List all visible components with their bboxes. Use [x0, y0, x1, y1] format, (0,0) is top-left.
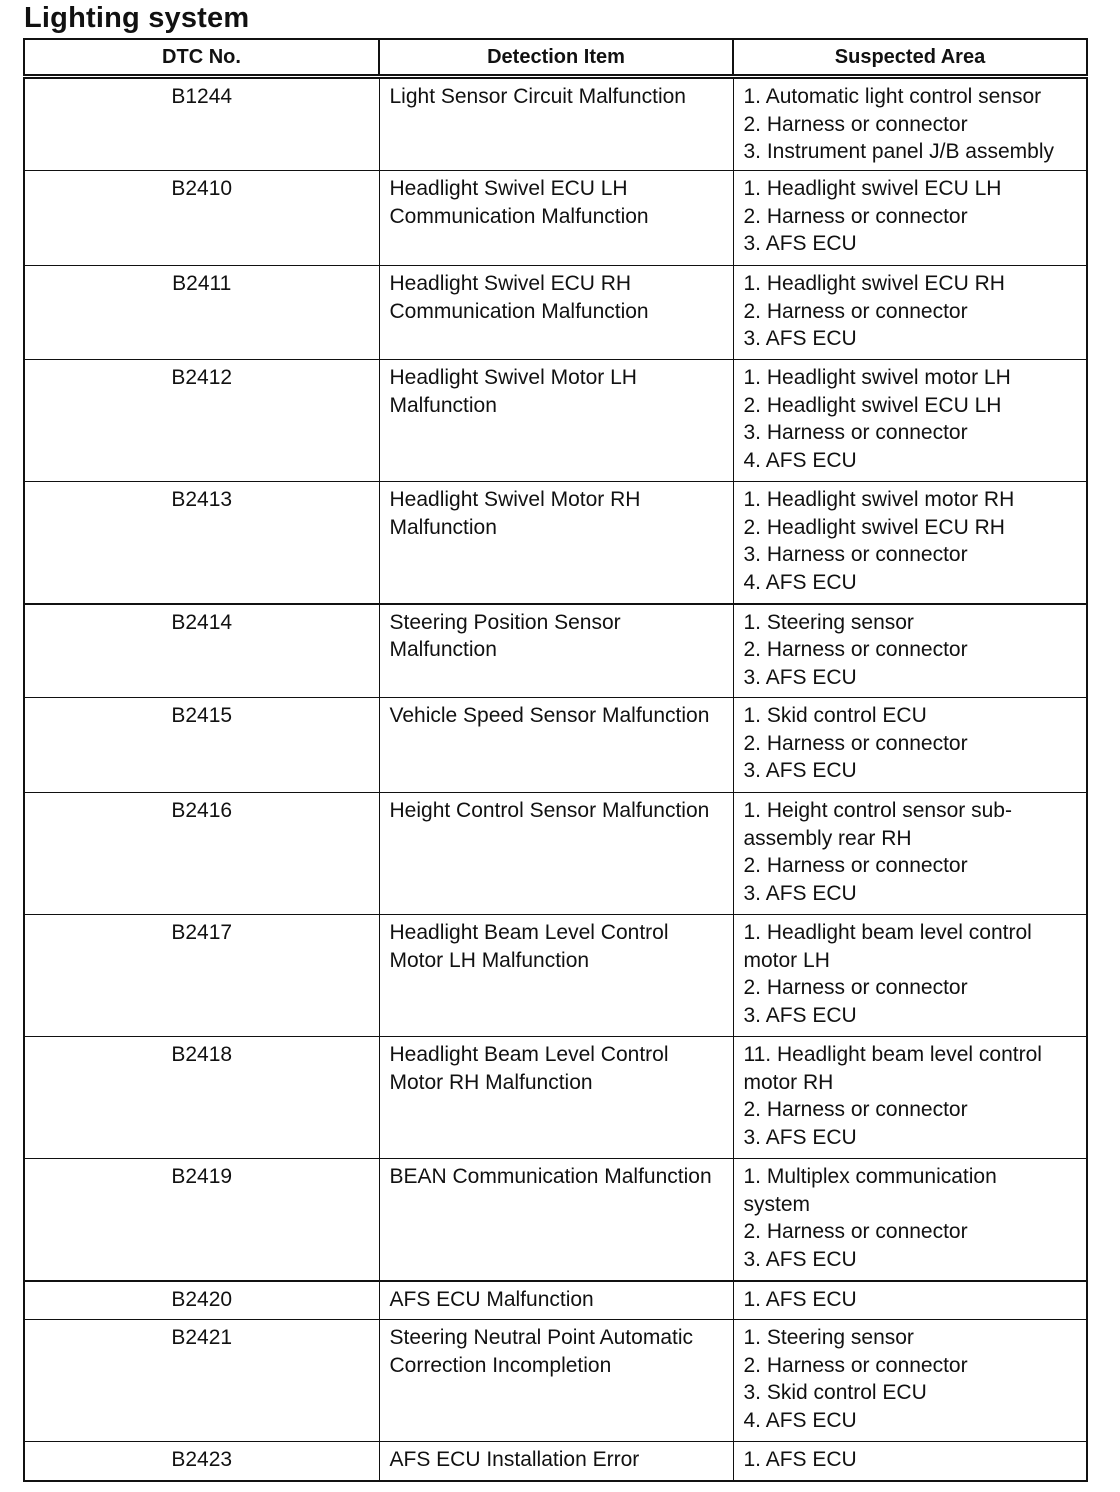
- detection-item-cell: Headlight Beam Level Control Motor LH Malfunction: [379, 915, 733, 1037]
- detection-item-cell: Headlight Swivel Motor RH Malfunction: [379, 482, 733, 604]
- detection-item-cell: Headlight Beam Level Control Motor RH Malfunction: [379, 1037, 733, 1159]
- table-row: [24, 360, 1087, 482]
- suspected-area-cell: [733, 171, 1087, 266]
- header-suspected-area: Suspected Area: [733, 39, 1087, 77]
- table-row: [24, 1037, 1087, 1159]
- suspected-area-line: 2. Harness or connector: [743, 854, 968, 878]
- suspected-area-cell: [733, 266, 1087, 360]
- dtc-code-cell: B2417: [24, 915, 379, 1037]
- table-row: [24, 171, 1087, 266]
- suspected-area-line: 1. Headlight swivel motor RH: [743, 488, 1015, 511]
- table-row: [24, 793, 1087, 915]
- suspected-area-line: 4. AFS ECU: [743, 448, 857, 472]
- suspected-area-line: motor RH: [743, 1070, 834, 1094]
- suspected-area-line: motor LH: [743, 948, 830, 972]
- detection-item-cell: Headlight Swivel ECU RH Communication Malfunction: [379, 266, 733, 360]
- header-detection-item: Detection Item: [379, 39, 733, 77]
- suspected-area-line: 1. Skid control ECU: [743, 704, 927, 727]
- suspected-area-line: 1. Headlight swivel motor LH: [743, 366, 1011, 389]
- dtc-code-cell: B2421: [24, 1320, 379, 1442]
- suspected-area-line: 3. AFS ECU: [743, 1003, 857, 1027]
- dtc-code-cell: B2411: [24, 266, 379, 360]
- detection-item-cell: Headlight Swivel ECU LH Communication Malfunction: [379, 171, 733, 266]
- suspected-area-line: 3. Harness or connector: [743, 421, 968, 445]
- suspected-area-cell: [733, 1037, 1087, 1159]
- suspected-area-cell: [733, 698, 1087, 793]
- dtc-code-cell: B2415: [24, 698, 379, 793]
- dtc-table: [23, 38, 1088, 1482]
- dtc-code-cell: B2418: [24, 1037, 379, 1159]
- suspected-area-line: 3. AFS ECU: [743, 327, 857, 351]
- detection-item-cell: Vehicle Speed Sensor Malfunction: [379, 698, 733, 793]
- suspected-area-line: 2. Harness or connector: [743, 112, 968, 136]
- table-row: [24, 1442, 1087, 1481]
- suspected-area-line: 2. Harness or connector: [743, 976, 968, 1000]
- table-row: [24, 1281, 1087, 1320]
- suspected-area-line: 1. Headlight swivel ECU LH: [743, 177, 1002, 200]
- table-row: [24, 482, 1087, 604]
- suspected-area-line: 4. AFS ECU: [743, 570, 857, 594]
- suspected-area-line: 2. Headlight swivel ECU LH: [743, 393, 1002, 417]
- dtc-code-cell: B2420: [24, 1281, 379, 1320]
- suspected-area-cell: [733, 1159, 1087, 1281]
- suspected-area-line: 1. Steering sensor: [743, 1326, 914, 1349]
- detection-item-cell: Headlight Swivel Motor LH Malfunction: [379, 360, 733, 482]
- suspected-area-line: 2. Harness or connector: [743, 731, 968, 755]
- dtc-code-cell: B1244: [24, 77, 379, 171]
- suspected-area-line: 2. Harness or connector: [743, 204, 968, 228]
- suspected-area-line: 3. AFS ECU: [743, 232, 857, 256]
- table-row: [24, 266, 1087, 360]
- header-dtc-no: DTC No.: [24, 39, 379, 77]
- suspected-area-line: 1. AFS ECU: [743, 1287, 857, 1311]
- page-title: Lighting system: [24, 2, 250, 34]
- detection-item-cell: Steering Position Sensor Malfunction: [379, 604, 733, 698]
- suspected-area-line: 3. AFS ECU: [743, 759, 857, 783]
- suspected-area-line: 3. Instrument panel J/B assembly: [743, 140, 1054, 164]
- table-row: [24, 698, 1087, 793]
- detection-item-cell: Steering Neutral Point Automatic Correction Incompletion: [379, 1320, 733, 1442]
- suspected-area-cell: [733, 1320, 1087, 1442]
- dtc-code-cell: B2412: [24, 360, 379, 482]
- suspected-area-line: 3. Skid control ECU: [743, 1381, 927, 1405]
- dtc-code-cell: B2423: [24, 1442, 379, 1481]
- detection-item-cell: AFS ECU Malfunction: [379, 1281, 733, 1320]
- dtc-code-cell: B2416: [24, 793, 379, 915]
- dtc-code-cell: B2414: [24, 604, 379, 698]
- suspected-area-line: 4. AFS ECU: [743, 1408, 857, 1432]
- table-row: [24, 915, 1087, 1037]
- suspected-area-line: 1. Headlight beam level control: [743, 921, 1032, 944]
- suspected-area-line: 1. Headlight swivel ECU RH: [743, 272, 1005, 295]
- suspected-area-cell: [733, 915, 1087, 1037]
- detection-item-cell: BEAN Communication Malfunction: [379, 1159, 733, 1281]
- table-row: [24, 604, 1087, 698]
- suspected-area-line: 1. AFS ECU: [743, 1448, 857, 1471]
- detection-item-cell: Light Sensor Circuit Malfunction: [379, 77, 733, 171]
- dtc-code-cell: B2413: [24, 482, 379, 604]
- suspected-area-line: 3. AFS ECU: [743, 1247, 857, 1271]
- suspected-area-line: assembly rear RH: [743, 826, 912, 850]
- suspected-area-line: 2. Harness or connector: [743, 299, 968, 323]
- suspected-area-line: 3. AFS ECU: [743, 1125, 857, 1149]
- suspected-area-line: system: [743, 1192, 811, 1216]
- suspected-area-line: 11. Headlight beam level control: [743, 1043, 1042, 1066]
- suspected-area-line: 2. Harness or connector: [743, 638, 968, 662]
- table-body: [24, 77, 1087, 1481]
- suspected-area-line: 2. Harness or connector: [743, 1220, 968, 1244]
- suspected-area-line: 2. Harness or connector: [743, 1353, 968, 1377]
- suspected-area-line: 3. Harness or connector: [743, 543, 968, 567]
- dtc-code-cell: B2410: [24, 171, 379, 266]
- dtc-code-cell: B2419: [24, 1159, 379, 1281]
- table-header-row: [24, 39, 1087, 77]
- suspected-area-line: 1. Steering sensor: [743, 610, 914, 634]
- suspected-area-line: 2. Headlight swivel ECU RH: [743, 515, 1005, 539]
- detection-item-cell: Height Control Sensor Malfunction: [379, 793, 733, 915]
- suspected-area-line: 1. Height control sensor sub-: [743, 799, 1012, 822]
- table-row: [24, 77, 1087, 171]
- suspected-area-line: 3. AFS ECU: [743, 881, 857, 905]
- suspected-area-cell: [733, 360, 1087, 482]
- suspected-area-cell: [733, 77, 1087, 171]
- suspected-area-line: 2. Harness or connector: [743, 1098, 968, 1122]
- suspected-area-cell: [733, 482, 1087, 604]
- suspected-area-line: 3. AFS ECU: [743, 665, 857, 689]
- table-row: [24, 1159, 1087, 1281]
- suspected-area-cell: [733, 793, 1087, 915]
- suspected-area-cell: [733, 1281, 1087, 1320]
- table-row: [24, 1320, 1087, 1442]
- suspected-area-cell: [733, 604, 1087, 698]
- suspected-area-cell: [733, 1442, 1087, 1481]
- detection-item-cell: AFS ECU Installation Error: [379, 1442, 733, 1481]
- suspected-area-line: 1. Automatic light control sensor: [743, 85, 1042, 108]
- suspected-area-line: 1. Multiplex communication: [743, 1165, 997, 1188]
